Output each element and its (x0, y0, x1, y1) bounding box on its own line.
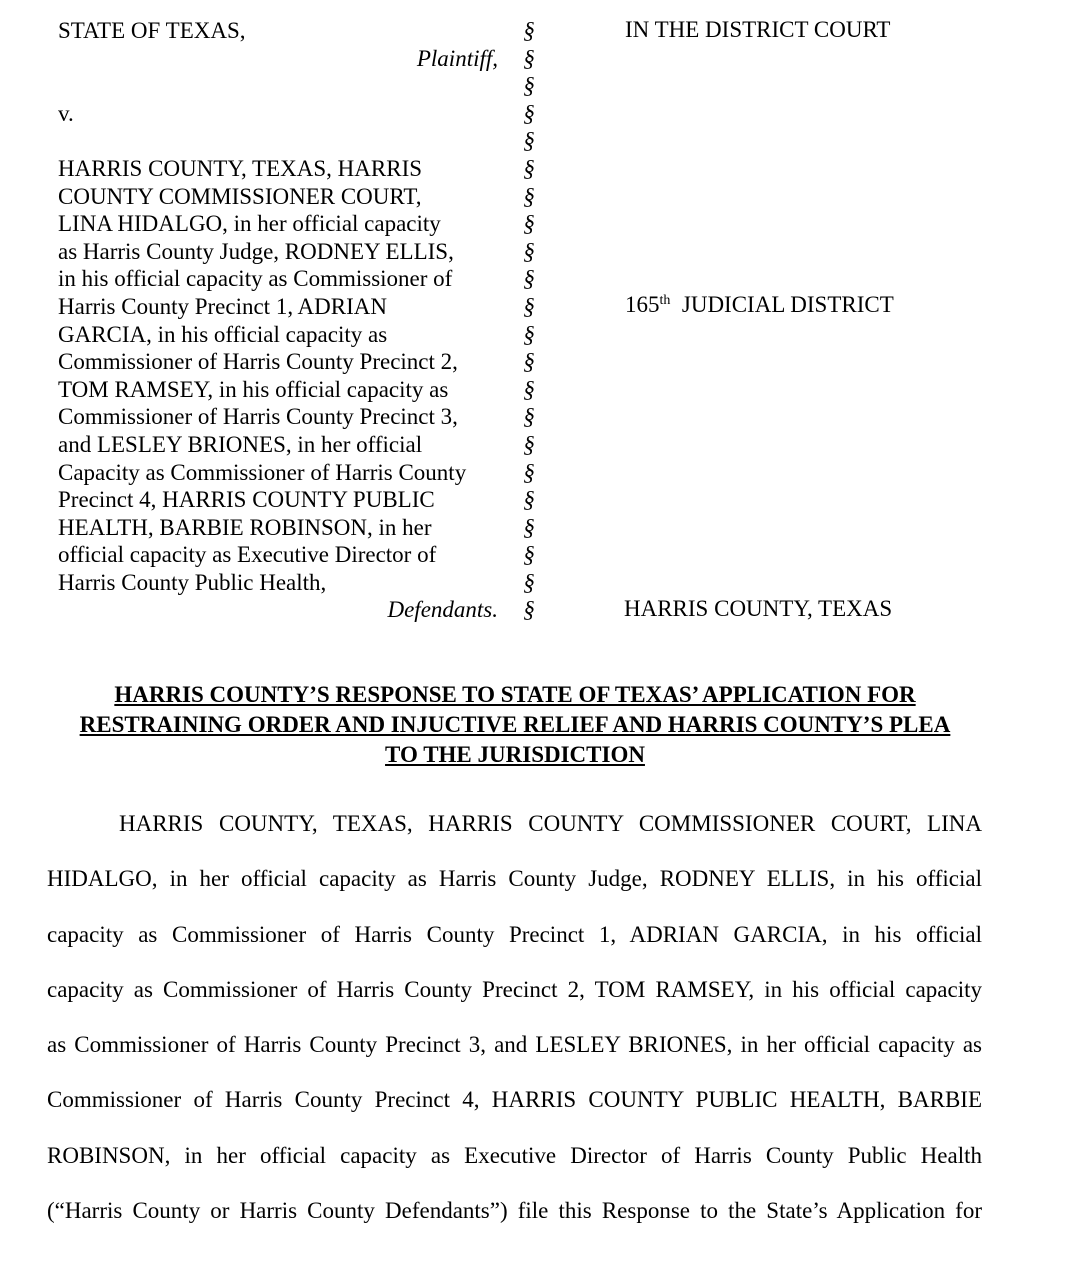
defendant-line: LINA HIDALGO, in her official capacity (58, 211, 441, 237)
defendant-line: Precinct 4, HARRIS COUNTY PUBLIC (58, 487, 435, 513)
defendant-line: COUNTY COMMISSIONER COURT, (58, 183, 422, 209)
section-symbol: § (523, 155, 535, 181)
section-symbol: § (523, 211, 535, 237)
section-symbol: § (523, 238, 535, 264)
section-symbol: § (523, 569, 535, 595)
district-name: JUDICIAL DISTRICT (681, 292, 894, 317)
defendant-line: TOM RAMSEY, in his official capacity as (58, 376, 449, 402)
defendant-line: Harris County Precinct 1, ADRIAN (58, 293, 387, 319)
section-symbol: § (523, 376, 535, 402)
body-line: Commissioner of Harris County Precinct 4, HARRIS COUNTY PUBLIC HEALTH, BARBIE (47, 1087, 982, 1113)
section-symbol-column (520, 17, 538, 624)
section-symbol: § (523, 404, 535, 430)
judicial-district (625, 292, 894, 318)
section-symbol: § (523, 183, 535, 209)
defendant-line: GARCIA, in his official capacity as (58, 321, 388, 347)
section-symbol: § (523, 514, 535, 540)
defendant-line: in his official capacity as Commissioner of (58, 266, 453, 292)
county-name: HARRIS COUNTY, TEXAS (624, 596, 893, 621)
defendant-line: Commissioner of Harris County Precinct 3, (58, 404, 458, 430)
section-symbol: § (523, 100, 535, 126)
body-line: HARRIS COUNTY, TEXAS, HARRIS COUNTY COMMISSIONER COURT, LINA (119, 811, 982, 836)
defendant-line: as Harris County Judge, RODNEY ELLIS, (58, 238, 454, 264)
section-symbol: § (523, 597, 535, 623)
section-symbol: § (523, 266, 535, 292)
plaintiff-label: Plaintiff, (416, 45, 498, 71)
party-caption (58, 17, 498, 624)
body-line: HIDALGO, in her official capacity as Harris County Judge, RODNEY ELLIS, in his official (47, 866, 982, 892)
district-number: 165 (625, 292, 660, 317)
body-line: (“Harris County or Harris County Defendants”) file this Response to the State’s Application for (47, 1198, 982, 1224)
defendant-line: HARRIS COUNTY, TEXAS, HARRIS (58, 155, 423, 181)
title-line: TO THE JURISDICTION (385, 742, 645, 767)
section-symbol: § (523, 18, 535, 43)
section-symbol: § (523, 542, 535, 568)
title-line: RESTRAINING ORDER AND INJUCTIVE RELIEF AND HARRIS COUNTY’S PLEA (79, 712, 951, 737)
section-symbol: § (523, 459, 535, 485)
section-symbol: § (523, 487, 535, 513)
section-symbol: § (523, 293, 535, 319)
body-line: capacity as Commissioner of Harris County Precinct 2, TOM RAMSEY, in his official capacity (47, 976, 982, 1002)
section-symbol: § (523, 45, 535, 71)
section-symbol: § (523, 349, 535, 375)
body-line: as Commissioner of Harris County Precinct 3, and LESLEY BRIONES, in her official capacity as (47, 1032, 982, 1058)
defendant-line: Commissioner of Harris County Precinct 2, (58, 349, 458, 375)
section-symbol: § (523, 431, 535, 457)
defendant-line: and LESLEY BRIONES, in her official (58, 431, 423, 457)
title-line: HARRIS COUNTY’S RESPONSE TO STATE OF TEXAS’ APPLICATION FOR (114, 682, 916, 707)
plaintiff-name: STATE OF TEXAS, (58, 18, 246, 43)
document-title (40, 680, 990, 770)
body-line: ROBINSON, in her official capacity as Executive Director of Harris County Public Health (47, 1142, 982, 1168)
defendant-line: official capacity as Executive Director of (58, 542, 437, 568)
defendant-line: Capacity as Commissioner of Harris County (58, 459, 467, 485)
section-symbol: § (523, 128, 535, 154)
district-suffix: th (659, 293, 671, 308)
defendant-line: HEALTH, BARBIE ROBINSON, in her (58, 514, 432, 540)
defendant-line: Harris County Public Health, (58, 569, 327, 595)
court-name: IN THE DISTRICT COURT (625, 17, 891, 42)
versus: v. (58, 100, 74, 126)
defendants-label: Defendants. (387, 597, 498, 623)
section-symbol: § (523, 73, 535, 99)
body-line: capacity as Commissioner of Harris County Precinct 1, ADRIAN GARCIA, in his official (47, 921, 982, 947)
section-symbol: § (523, 321, 535, 347)
body-paragraph (47, 796, 982, 1238)
